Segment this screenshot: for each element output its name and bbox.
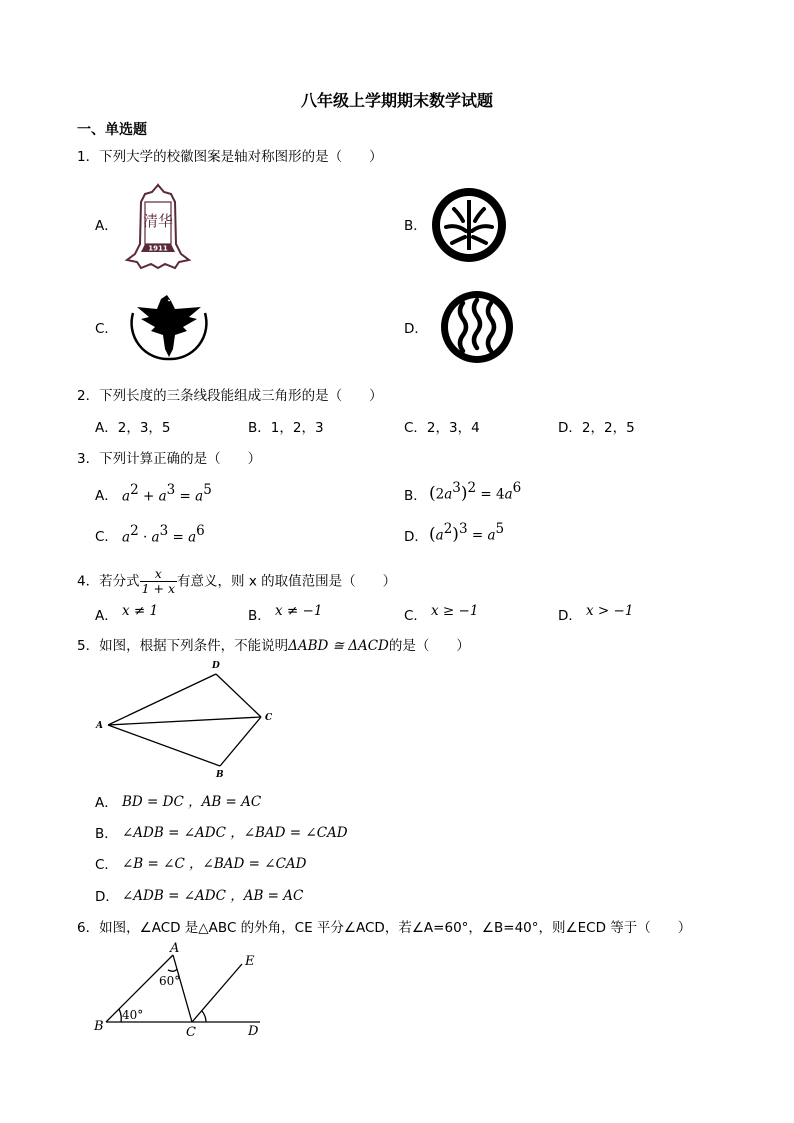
q4-option-a-expr: x ≠ 1 xyxy=(122,603,159,619)
question-2-stem: 2．下列长度的三条线段能组成三角形的是（ ） xyxy=(77,388,383,404)
q3-option-a-expr: $a^2 + a^3 = a^5$ xyxy=(122,482,212,505)
q4-option-d-label: D． xyxy=(558,608,582,624)
question-3-stem: 3．下列计算正确的是（ ） xyxy=(77,451,262,467)
q3-option-b-label: B． xyxy=(404,488,427,504)
point-c-label: C xyxy=(265,713,273,723)
q5-option-b-expr: ∠ADB = ∠ADC ，∠BAD = ∠CAD xyxy=(122,825,348,841)
q2-option-b: B．1，2，3 xyxy=(248,420,324,436)
point-c-label: C xyxy=(186,1025,196,1040)
angle-b-arc xyxy=(119,1009,121,1022)
q5-quadrilateral-figure xyxy=(90,655,290,785)
segment-cb xyxy=(220,717,261,766)
point-a-label: A xyxy=(170,941,180,956)
angle-b-value: 40° xyxy=(122,1008,144,1022)
q5-option-b-label: B． xyxy=(95,826,118,842)
q4-fraction-numerator: x xyxy=(140,567,177,582)
angle-a-value: 60° xyxy=(159,974,181,988)
svg-text:清华: 清华 xyxy=(142,212,174,230)
q4-fraction-denominator: 1 + x xyxy=(141,581,176,596)
angle-ecd-arc xyxy=(202,1011,206,1022)
bell-emblem-icon xyxy=(123,182,193,270)
page-title: 八年级上学期期末数学试题 xyxy=(300,91,493,110)
q4-stem-after: 有意义，则 x 的取值范围是（ ） xyxy=(177,573,397,590)
question-6-stem: 6．如图，∠ACD 是△ABC 的外角，CE 平分∠ACD，若∠A=60°，∠B=40°，则∠ECD 等于（ ） xyxy=(77,920,692,936)
segment-ad xyxy=(108,674,216,725)
q1-option-b-label: B． xyxy=(404,218,427,234)
segment-ac xyxy=(108,717,261,725)
point-a-label: A xyxy=(96,721,103,731)
question-4-stem xyxy=(77,567,396,596)
q4-option-d-expr: x > −1 xyxy=(586,603,634,619)
q3-option-d-label: D． xyxy=(404,529,428,545)
q1-option-d-label: D． xyxy=(404,321,428,337)
q5-stem-after: 的是（ ） xyxy=(388,638,470,654)
q3-option-b-expr: $(2a^3)^2 = 4a^6$ xyxy=(429,480,522,504)
point-d-label: D xyxy=(212,661,220,671)
q3-option-d-expr: $(a^2)^3 = a^5$ xyxy=(429,521,505,545)
q2-option-d: D．2，2，5 xyxy=(558,420,635,436)
q1-option-a-label: A． xyxy=(95,218,118,234)
q6-triangle-figure xyxy=(88,938,278,1043)
q4-option-b-label: B． xyxy=(248,608,271,624)
eagle-emblem-icon xyxy=(127,287,211,363)
q3-option-c-label: C． xyxy=(95,529,118,545)
q5-option-d-expr: ∠ADB = ∠ADC ，AB = AC xyxy=(122,888,304,904)
ray-ce xyxy=(192,964,242,1022)
q4-option-c-expr: x ≥ −1 xyxy=(431,603,479,619)
point-b-label: B xyxy=(94,1019,104,1034)
q5-stem-before: 5．如图，根据下列条件，不能说明 xyxy=(77,638,289,654)
seal-character-emblem-icon xyxy=(430,187,510,265)
q4-option-a-label: A． xyxy=(95,608,118,624)
q2-option-a: A．2，3，5 xyxy=(95,420,171,436)
q5-option-a-expr: BD = DC ，AB = AC xyxy=(122,794,262,810)
q5-option-d-label: D． xyxy=(95,889,119,905)
q4-stem-before: 4．若分式 xyxy=(77,573,140,590)
q5-option-a-label: A． xyxy=(95,795,118,811)
section-heading: 一、单选题 xyxy=(77,122,147,138)
segment-ac xyxy=(173,955,192,1022)
q5-stem-math: ΔABD ≅ ΔACD xyxy=(288,638,389,654)
segment-dc xyxy=(216,674,261,717)
q4-fraction xyxy=(140,567,177,596)
svg-text:1911: 1911 xyxy=(148,244,168,253)
question-5-stem xyxy=(77,634,470,654)
point-e-label: E xyxy=(245,954,255,969)
q3-option-a-label: A． xyxy=(95,488,118,504)
q4-option-c-label: C． xyxy=(404,608,427,624)
q1-option-c-label: C． xyxy=(95,321,118,337)
point-d-label: D xyxy=(248,1024,259,1039)
question-1-stem: 1．下列大学的校徽图案是轴对称图形的是（ ） xyxy=(77,149,383,165)
q5-option-c-expr: ∠B = ∠C ，∠BAD = ∠CAD xyxy=(122,856,307,872)
q3-option-c-expr: $a^2 \cdot a^3 = a^6$ xyxy=(122,523,205,546)
q4-option-b-expr: x ≠ −1 xyxy=(275,603,323,619)
q2-option-c: C．2，3，4 xyxy=(404,420,480,436)
q5-option-c-label: C． xyxy=(95,857,118,873)
point-b-label: B xyxy=(216,770,224,780)
wave-lines-emblem-icon xyxy=(436,288,520,366)
angle-a-arc xyxy=(168,969,177,971)
segment-ba xyxy=(108,725,220,766)
